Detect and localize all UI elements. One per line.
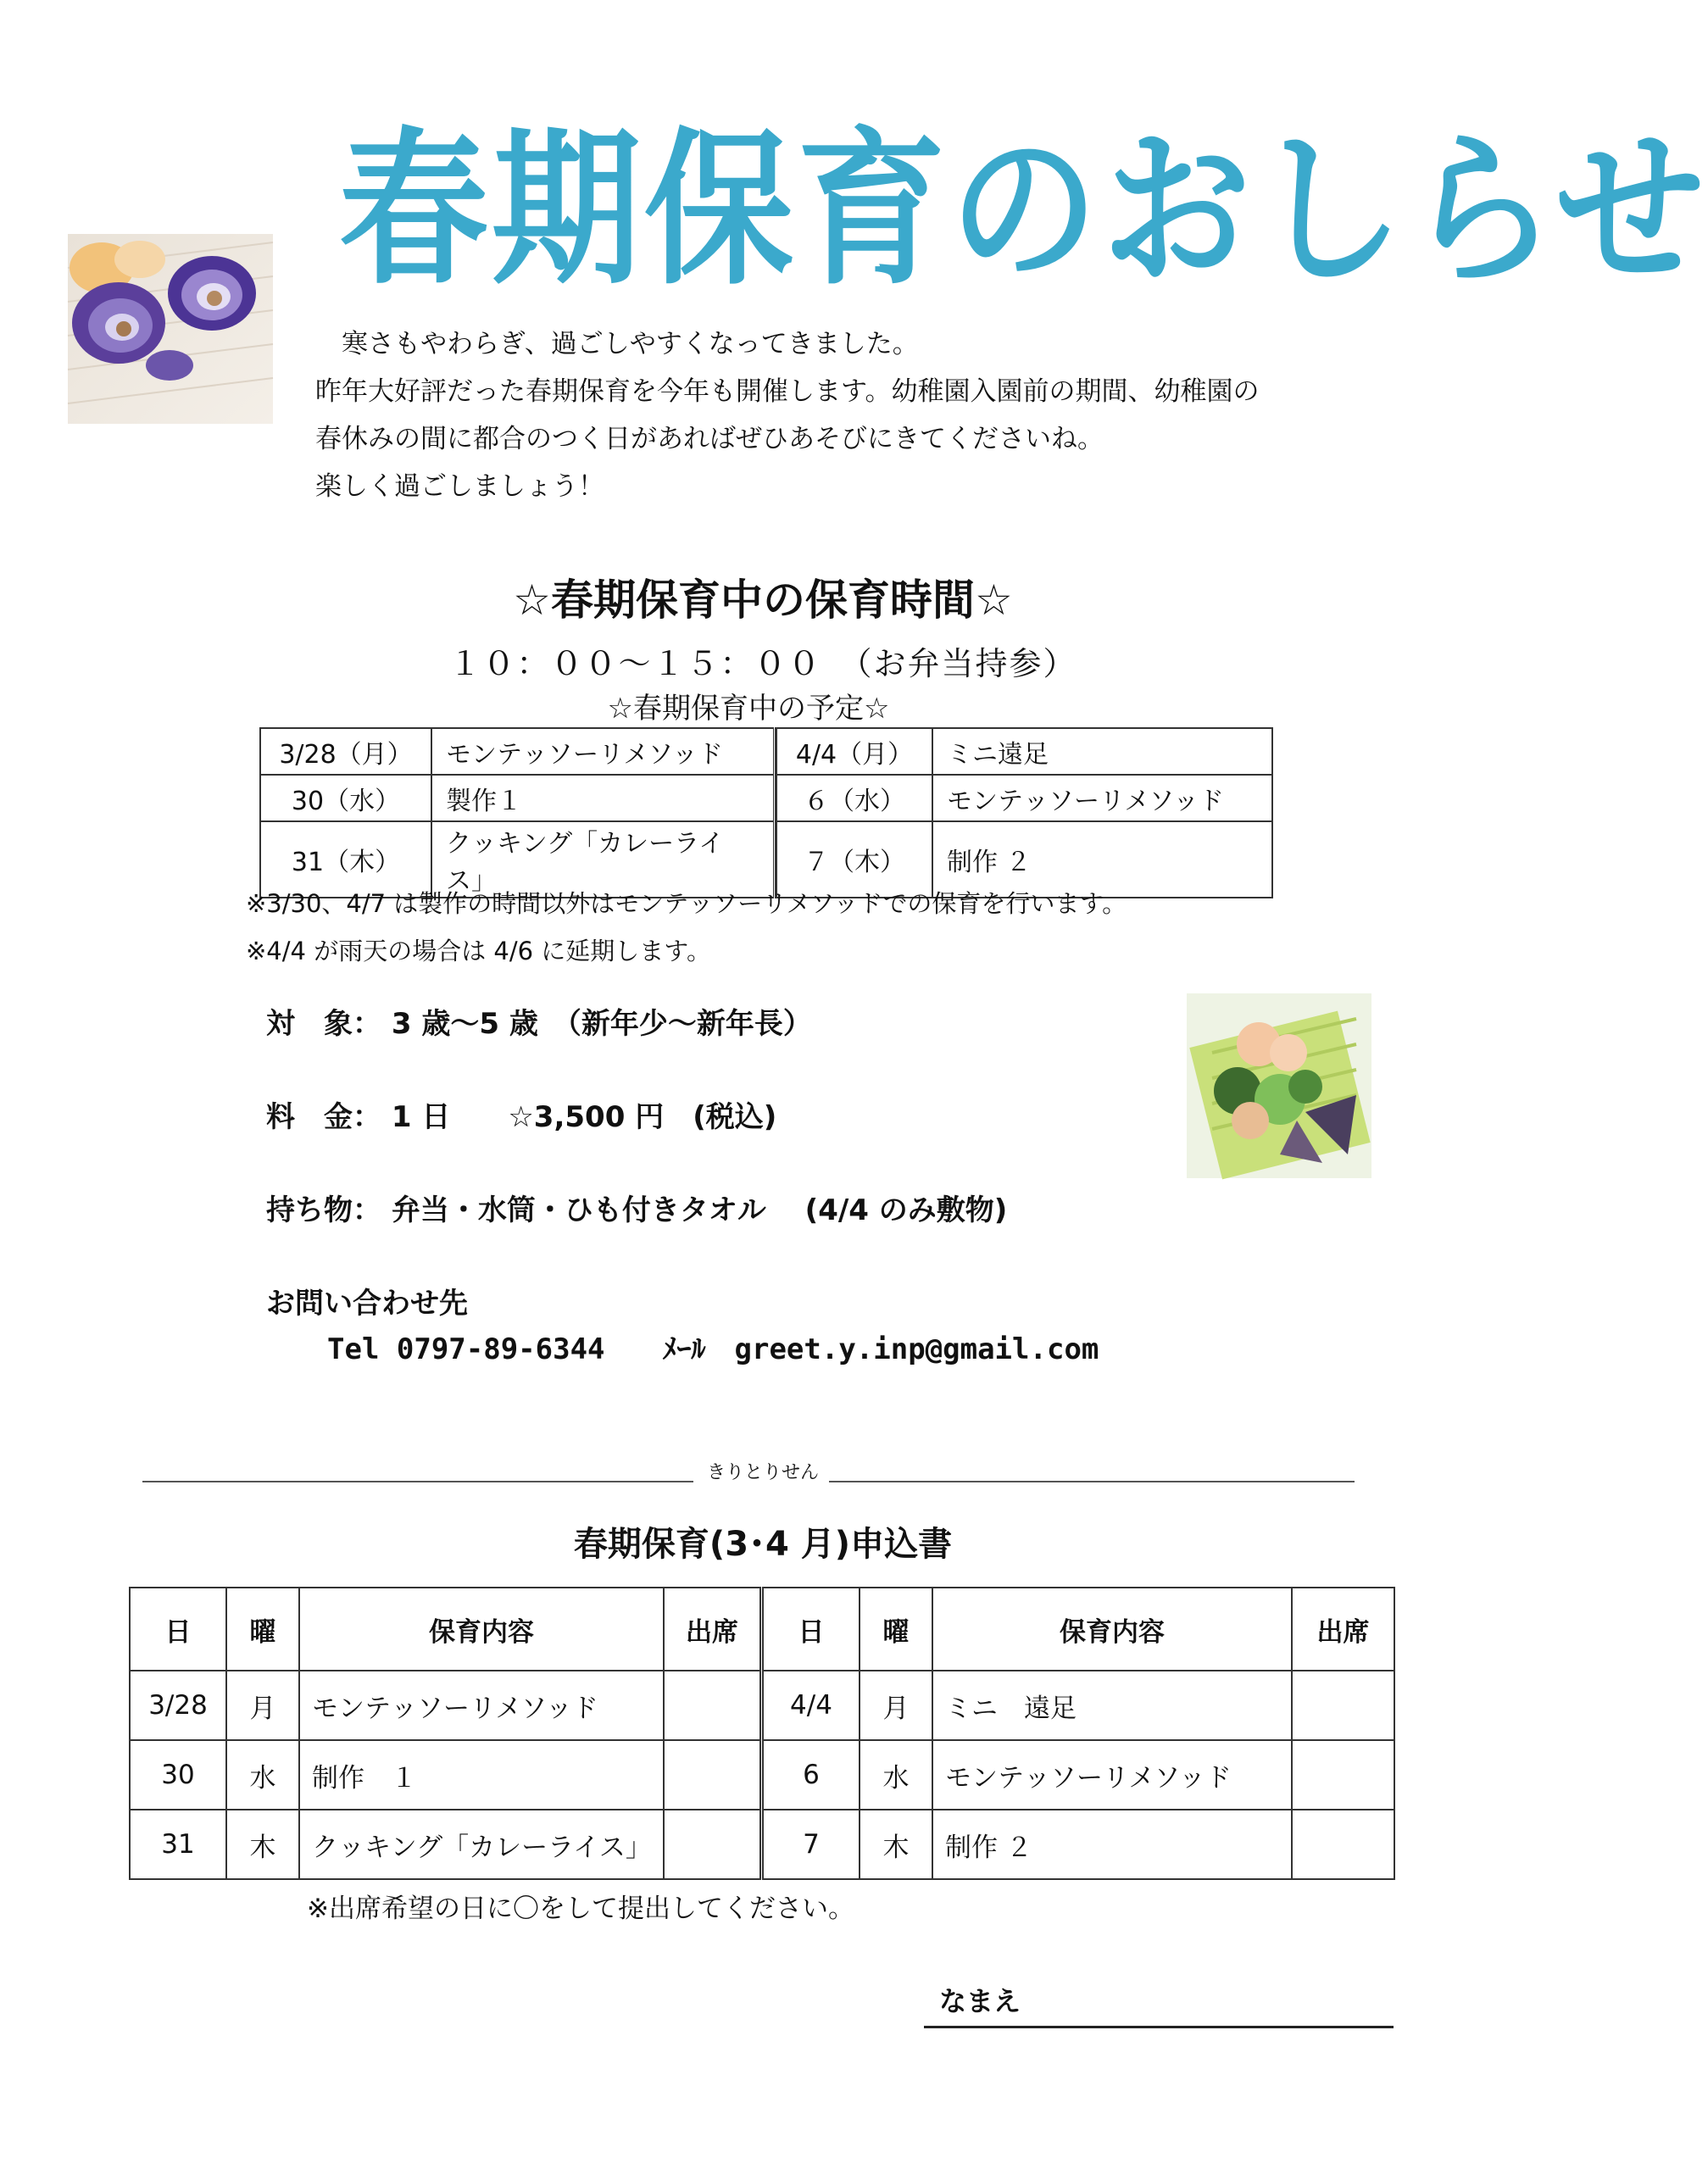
attend-cell[interactable] xyxy=(1292,1740,1394,1810)
header-attend: 出席 xyxy=(664,1588,762,1671)
form-weekday: 月 xyxy=(860,1671,932,1740)
items-info: 持ち物： 弁当・水筒・ひも付きタオル (4/4 のみ敷物) xyxy=(266,1193,1008,1227)
schedule-date: ７（木） xyxy=(776,821,932,898)
header-day: 日 xyxy=(762,1588,860,1671)
fee-info: 料 金： 1 日 ☆3,500 円 (税込) xyxy=(266,1100,777,1134)
schedule-date: 30（水） xyxy=(260,775,431,821)
bouquet-photo xyxy=(1187,993,1371,1178)
form-day: 30 xyxy=(130,1740,226,1810)
cut-label: きりとりせん xyxy=(706,1462,819,1483)
submit-note: ※出席希望の日に〇をして提出してください。 xyxy=(307,1894,854,1924)
header-content: 保育内容 xyxy=(299,1588,664,1671)
form-content: モンテッソーリメソッド xyxy=(299,1671,664,1740)
schedule-notes xyxy=(246,880,1127,975)
schedule-item: モンテッソーリメソッド xyxy=(431,728,775,775)
form-title: 春期保育(3･4 月)申込書 xyxy=(573,1525,953,1564)
intro-line: 楽しく過ごしましょう！ xyxy=(315,471,604,502)
contact-line: Tel 0797-89-6344 ﾒｰﾙ greet.y.inp@gmail.com xyxy=(327,1332,1099,1366)
target-info: 対 象： 3 歳～5 歳 （新年少～新年長） xyxy=(266,1007,812,1041)
name-label: なまえ xyxy=(939,1985,1021,2017)
header-weekday: 曜 xyxy=(860,1588,932,1671)
note-line: ※3/30、4/7 は製作の時間以外はモンテッソーリメソッドでの保育を行います。 xyxy=(246,889,1127,918)
intro-text xyxy=(315,320,1417,510)
form-day: 6 xyxy=(762,1740,860,1810)
hours-heading: ☆春期保育中の保育時間☆ xyxy=(513,576,1013,625)
header-weekday: 曜 xyxy=(226,1588,299,1671)
schedule-table xyxy=(259,727,1273,898)
intro-line: 春休みの間に都合のつく日があればぜひあそびにきてくださいね。 xyxy=(315,424,1104,454)
attend-cell[interactable] xyxy=(664,1740,762,1810)
form-content: クッキング「カレーライス」 xyxy=(299,1810,664,1879)
intro-line: 昨年大好評だった春期保育を今年も開催します。幼稚園入園前の期間、幼稚園の xyxy=(315,376,1260,407)
table-row xyxy=(130,1810,1394,1879)
header-attend: 出席 xyxy=(1292,1588,1394,1671)
form-weekday: 木 xyxy=(860,1810,932,1879)
contact-title: お問い合わせ先 xyxy=(266,1287,468,1321)
hours-text: １０：００～１５：００ （お弁当持参） xyxy=(448,645,1077,682)
table-row xyxy=(260,728,1272,775)
form-content: 制作 ２ xyxy=(932,1810,1292,1879)
table-row xyxy=(130,1740,1394,1810)
form-content: 制作 １ xyxy=(299,1740,664,1810)
attend-cell[interactable] xyxy=(1292,1810,1394,1879)
form-weekday: 水 xyxy=(860,1740,932,1810)
form-weekday: 水 xyxy=(226,1740,299,1810)
schedule-date: 3/28（月） xyxy=(260,728,431,775)
form-weekday: 木 xyxy=(226,1810,299,1879)
schedule-item: モンテッソーリメソッド xyxy=(932,775,1272,821)
header-content: 保育内容 xyxy=(932,1588,1292,1671)
form-content: モンテッソーリメソッド xyxy=(932,1740,1292,1810)
form-content: ミニ 遠足 xyxy=(932,1671,1292,1740)
form-day: 7 xyxy=(762,1810,860,1879)
intro-line: 寒さもやわらぎ、過ごしやすくなってきました。 xyxy=(315,329,919,359)
table-row xyxy=(260,775,1272,821)
schedule-title: ☆春期保育中の予定☆ xyxy=(607,692,890,726)
attend-cell[interactable] xyxy=(664,1671,762,1740)
schedule-item: 制作 ２ xyxy=(932,821,1272,898)
form-day: 31 xyxy=(130,1810,226,1879)
table-row xyxy=(130,1671,1394,1740)
header-day: 日 xyxy=(130,1588,226,1671)
note-line: ※4/4 が雨天の場合は 4/6 に延期します。 xyxy=(246,937,711,965)
schedule-date: ６（水） xyxy=(776,775,932,821)
schedule-date: 31（木） xyxy=(260,821,431,898)
application-table xyxy=(129,1587,1395,1880)
attend-cell[interactable] xyxy=(1292,1671,1394,1740)
name-field[interactable] xyxy=(924,2026,1394,2028)
form-weekday: 月 xyxy=(226,1671,299,1740)
schedule-item: 製作１ xyxy=(431,775,775,821)
page-title: 春期保育のおしらせ xyxy=(339,113,1708,308)
flower-photo xyxy=(68,234,273,424)
table-header-row xyxy=(130,1588,1394,1671)
schedule-item: ミニ遠足 xyxy=(932,728,1272,775)
attend-cell[interactable] xyxy=(664,1810,762,1879)
schedule-date: 4/4（月） xyxy=(776,728,932,775)
schedule-item: クッキング「カレーライス」 xyxy=(431,821,775,898)
form-day: 3/28 xyxy=(130,1671,226,1740)
form-day: 4/4 xyxy=(762,1671,860,1740)
